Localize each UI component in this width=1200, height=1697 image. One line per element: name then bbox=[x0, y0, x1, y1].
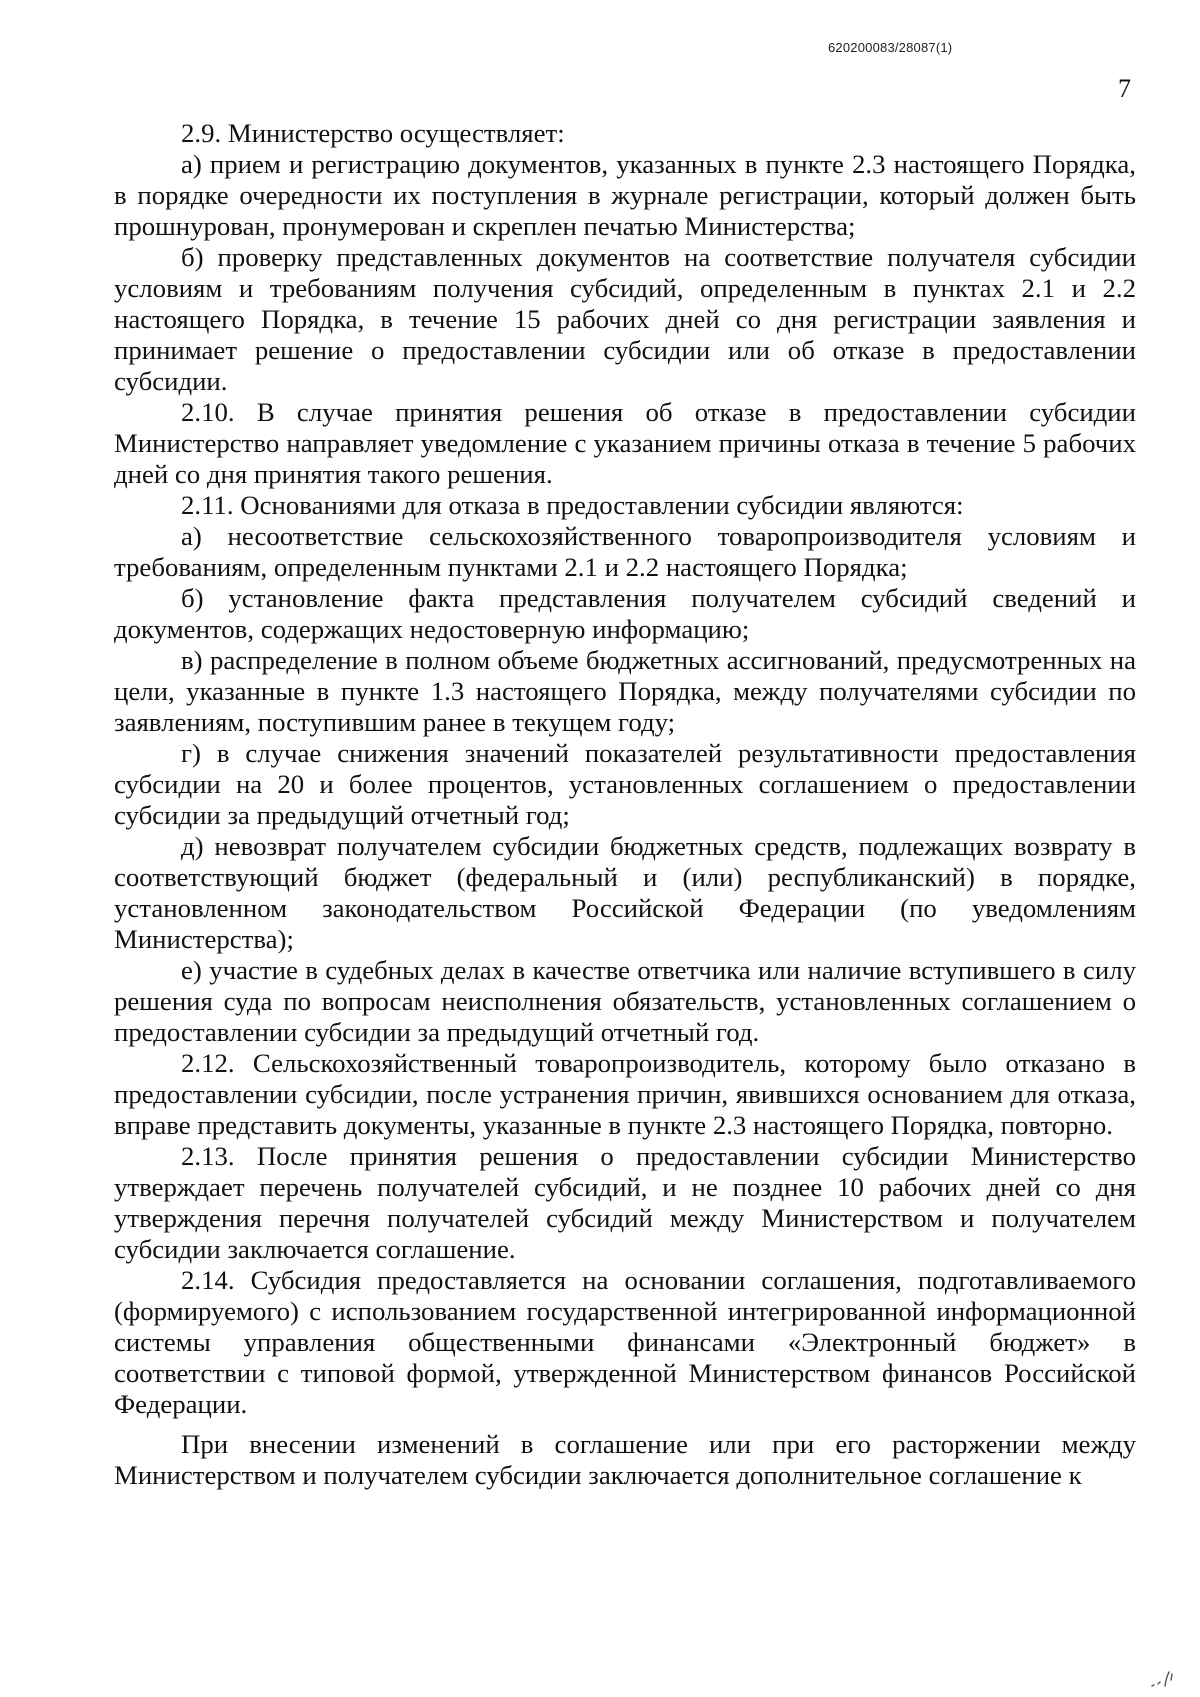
paragraph-2-10: 2.10. В случае принятия решения об отказе в предоставлении субсидии Министерство направляет уведомление с указанием причины отказа в течение 5 рабочих дней со дня принятия такого решения. bbox=[114, 397, 1136, 489]
document-body bbox=[114, 118, 1136, 1491]
paragraph-2-13: 2.13. После принятия решения о предоставлении субсидии Министерство утверждает перечень получателей субсидий, и не позднее 10 рабочих дней со дня утверждения перечня получателей субсидий между Министерством и получателем субсидии заключается соглашение. bbox=[114, 1141, 1136, 1264]
paragraph-amendments: При внесении изменений в соглашение или при его расторжении между Министерством и получателем субсидии заключается дополнительное соглашение к bbox=[114, 1429, 1136, 1490]
paragraph-2-11-v: в) распределение в полном объеме бюджетных ассигнований, предусмотренных на цели, указанные в пункте 1.3 настоящего Порядка, между получателями субсидии по заявлениям, поступившим ранее в текущем году; bbox=[114, 645, 1136, 737]
paragraph-2-11-e: е) участие в судебных делах в качестве ответчика или наличие вступившего в силу решения суда по вопросам неисполнения обязательств, установленных соглашением о предоставлении субсидии за предыдущий отчетный год. bbox=[114, 955, 1136, 1047]
paragraph-2-14: 2.14. Субсидия предоставляется на основании соглашения, подготавливаемого (формируемого) с использованием государственной интегрированной информационной системы управления общественными финансами «Электронный бюджет» в соответствии с типовой формой, утвержденной Министерством финансов Российской Федерации. bbox=[114, 1265, 1136, 1419]
paragraph-2-11-g: г) в случае снижения значений показателей результативности предоставления субсидии на 20 и более процентов, установленных соглашением о предоставлении субсидии за предыдущий отчетный год; bbox=[114, 738, 1136, 830]
paragraph-2-9: 2.9. Министерство осуществляет: bbox=[181, 118, 565, 148]
paragraph-2-11-d: д) невозврат получателем субсидии бюджетных средств, подлежащих возврату в соответствующий бюджет (федеральный и (или) республиканский) в порядке, установленном законодательством Российской Федерации (по уведомлениям Министерства); bbox=[114, 831, 1136, 954]
paragraph-2-12: 2.12. Сельскохозяйственный товаропроизводитель, которому было отказано в предоставлении субсидии, после устранения причин, явившихся основанием для отказа, вправе представить документы, указанные в пункте 2.3 настоящего Порядка, повторно. bbox=[114, 1048, 1136, 1140]
paragraph-2-11: 2.11. Основаниями для отказа в предоставлении субсидии являются: bbox=[181, 490, 964, 520]
paragraph-2-9-b: б) проверку представленных документов на соответствие получателя субсидии условиям и требованиям получения субсидий, определенным в пунктах 2.1 и 2.2 настоящего Порядка, в течение 15 рабочих дней со дня регистрации заявления и принимает решение о предоставлении субсидии или об отказе в предоставлении субсидии. bbox=[114, 242, 1136, 396]
paragraph-2-9-a: а) прием и регистрацию документов, указанных в пункте 2.3 настоящего Порядка, в порядке очередности их поступления в журнале регистрации, который должен быть прошнурован, пронумерован и скреплен печатью Министерства; bbox=[114, 149, 1136, 241]
paragraph-2-11-a: а) несоответствие сельскохозяйственного товаропроизводителя условиям и требованиям, определенным пунктами 2.1 и 2.2 настоящего Порядка; bbox=[114, 521, 1136, 582]
document-id: 620200083/28087(1) bbox=[828, 40, 953, 55]
paragraph-2-11-b: б) установление факта представления получателем субсидий сведений и документов, содержащих недостоверную информацию; bbox=[114, 583, 1136, 644]
page-number: 7 bbox=[1118, 74, 1131, 103]
pen-mark-icon bbox=[1148, 1660, 1178, 1690]
